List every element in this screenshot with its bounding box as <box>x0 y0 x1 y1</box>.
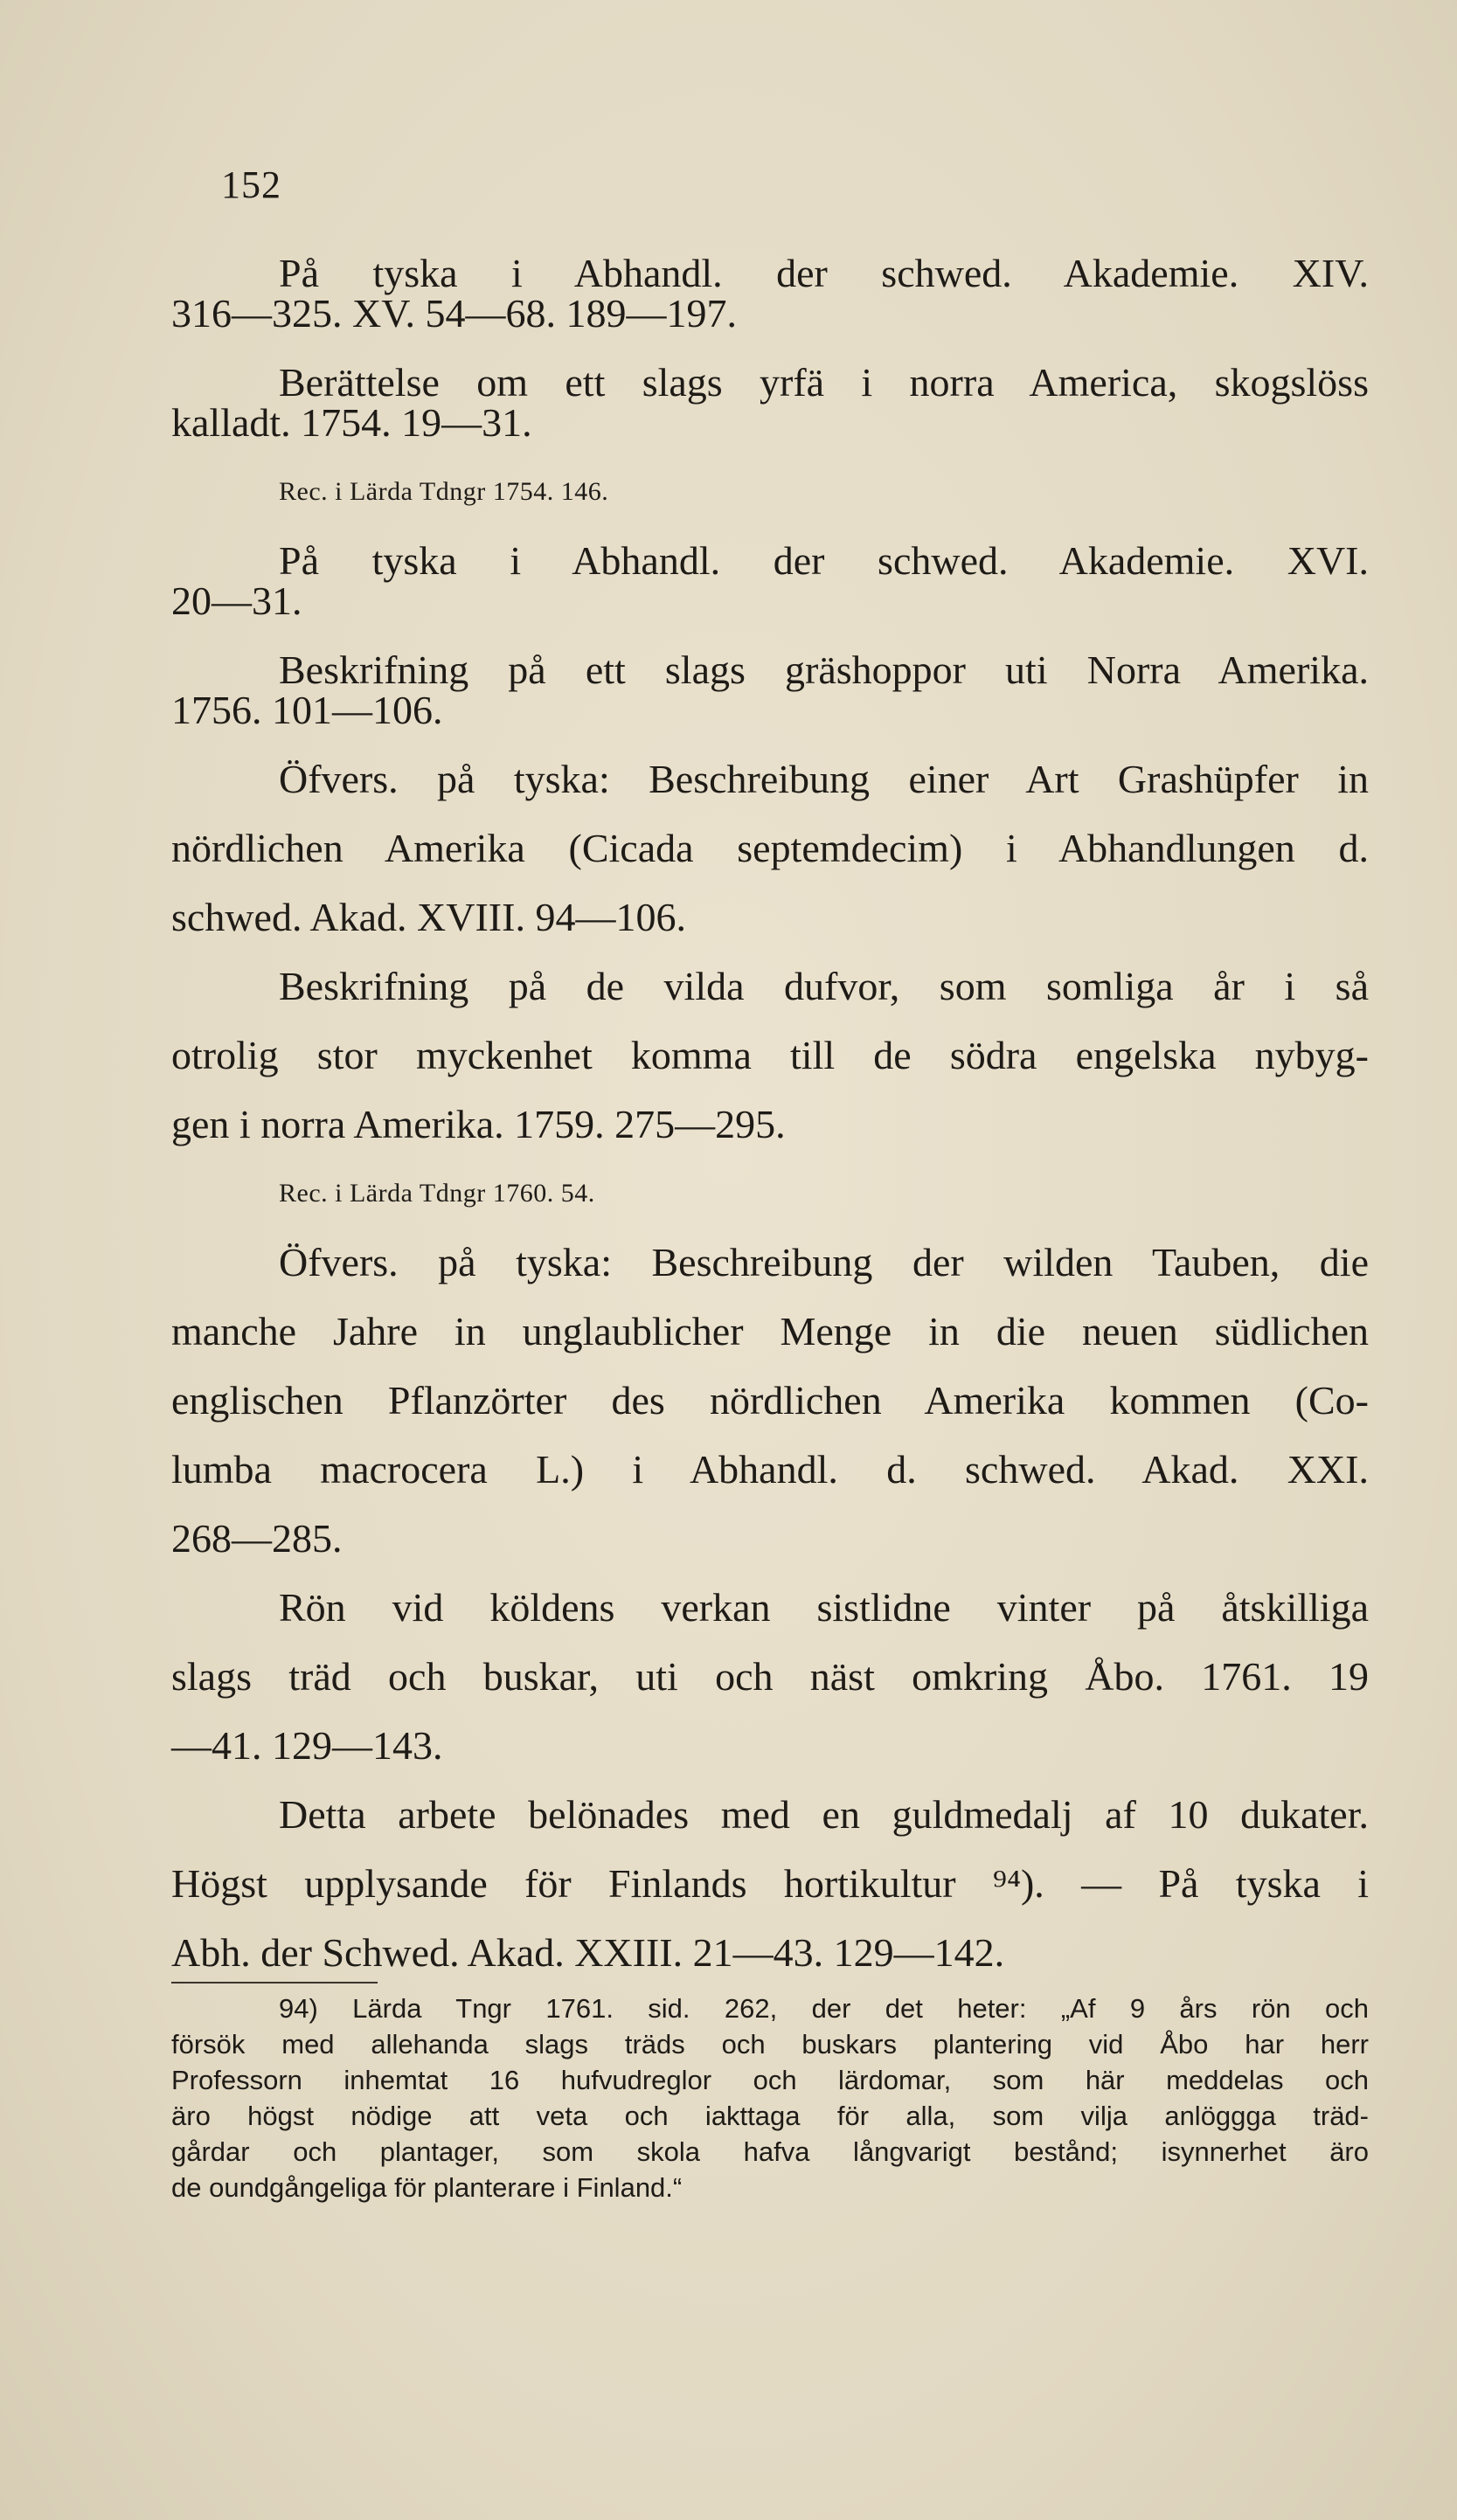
text-line: Rec. i Lärda Tdngr 1754. 146. <box>279 477 609 506</box>
text-line: 1756. 101—106. <box>171 688 443 732</box>
footnote-line: äro högst nödige att veta och iakttaga för alla, som vilja anlöggga träd- <box>171 2101 1369 2131</box>
footnote-line: gårdar och plantager, som skola hafva långvarigt bestånd; isynnerhet äro <box>171 2136 1369 2167</box>
footnote-divider <box>171 1982 378 1983</box>
text-line: lumba macrocera L.) i Abhandl. d. schwed. Akad. XXI. <box>171 1447 1369 1492</box>
page-number: 152 <box>221 163 281 206</box>
text-line: 316—325. XV. 54—68. 189—197. <box>171 291 738 336</box>
text-line: Öfvers. på tyska: Beschreibung einer Art Grashüpfer in <box>279 757 1369 801</box>
footnote-line: Professorn inhemtat 16 hufvudreglor och lärdomar, som här meddelas och <box>171 2065 1369 2095</box>
text-line: otrolig stor myckenhet komma till de södra engelska nybyg- <box>171 1033 1369 1077</box>
text-line: Högst upplysande för Finlands hortikultur ⁹⁴). — På tyska i <box>171 1861 1369 1906</box>
text-line: Berättelse om ett slags yrfä i norra America, skogslöss <box>279 360 1369 405</box>
text-line: Abh. der Schwed. Akad. XXIII. 21—43. 129—142. <box>171 1930 1005 1975</box>
text-line: englischen Pflanzörter des nördlichen Amerika kommen (Co- <box>171 1378 1369 1423</box>
text-line: Beskrifning på de vilda dufvor, som somliga år i så <box>279 964 1369 1008</box>
text-line: Beskrifning på ett slags gräshoppor uti Norra Amerika. <box>279 647 1369 692</box>
text-line: På tyska i Abhandl. der schwed. Akademie. XVI. <box>279 538 1369 583</box>
footnote-line: försök med allehanda slags träds och buskars plantering vid Åbo har herr <box>171 2029 1369 2060</box>
text-line: manche Jahre in unglaublicher Menge in die neuen südlichen <box>171 1309 1369 1353</box>
text-line: gen i norra Amerika. 1759. 275—295. <box>171 1102 786 1146</box>
text-line: slags träd och buskar, uti och näst omkring Åbo. 1761. 19 <box>171 1654 1369 1699</box>
text-line: schwed. Akad. XVIII. 94—106. <box>171 895 686 939</box>
text-line: nördlichen Amerika (Cicada septemdecim) i Abhandlungen d. <box>171 826 1369 870</box>
text-line: Detta arbete belönades med en guldmedalj af 10 dukater. <box>279 1792 1369 1837</box>
text-line: kalladt. 1754. 19—31. <box>171 400 532 445</box>
text-line: —41. 129—143. <box>171 1723 443 1768</box>
footnote <box>171 1995 1369 2210</box>
text-line: Öfvers. på tyska: Beschreibung der wilden Tauben, die <box>279 1240 1369 1284</box>
text-line: 20—31. <box>171 578 302 623</box>
footnote-line: de oundgångeliga för planterare i Finland.“ <box>171 2172 683 2203</box>
body-text <box>171 253 1369 1973</box>
footnote-line: 94) Lärda Tngr 1761. sid. 262, der det heter: „Af 9 års rön och <box>279 1993 1369 2024</box>
text-line: Rön vid köldens verkan sistlidne vinter på åtskilliga <box>279 1585 1369 1630</box>
text-line: 268—285. <box>171 1516 343 1561</box>
text-line: Rec. i Lärda Tdngr 1760. 54. <box>279 1179 595 1208</box>
text-line: På tyska i Abhandl. der schwed. Akademie. XIV. <box>279 251 1369 295</box>
